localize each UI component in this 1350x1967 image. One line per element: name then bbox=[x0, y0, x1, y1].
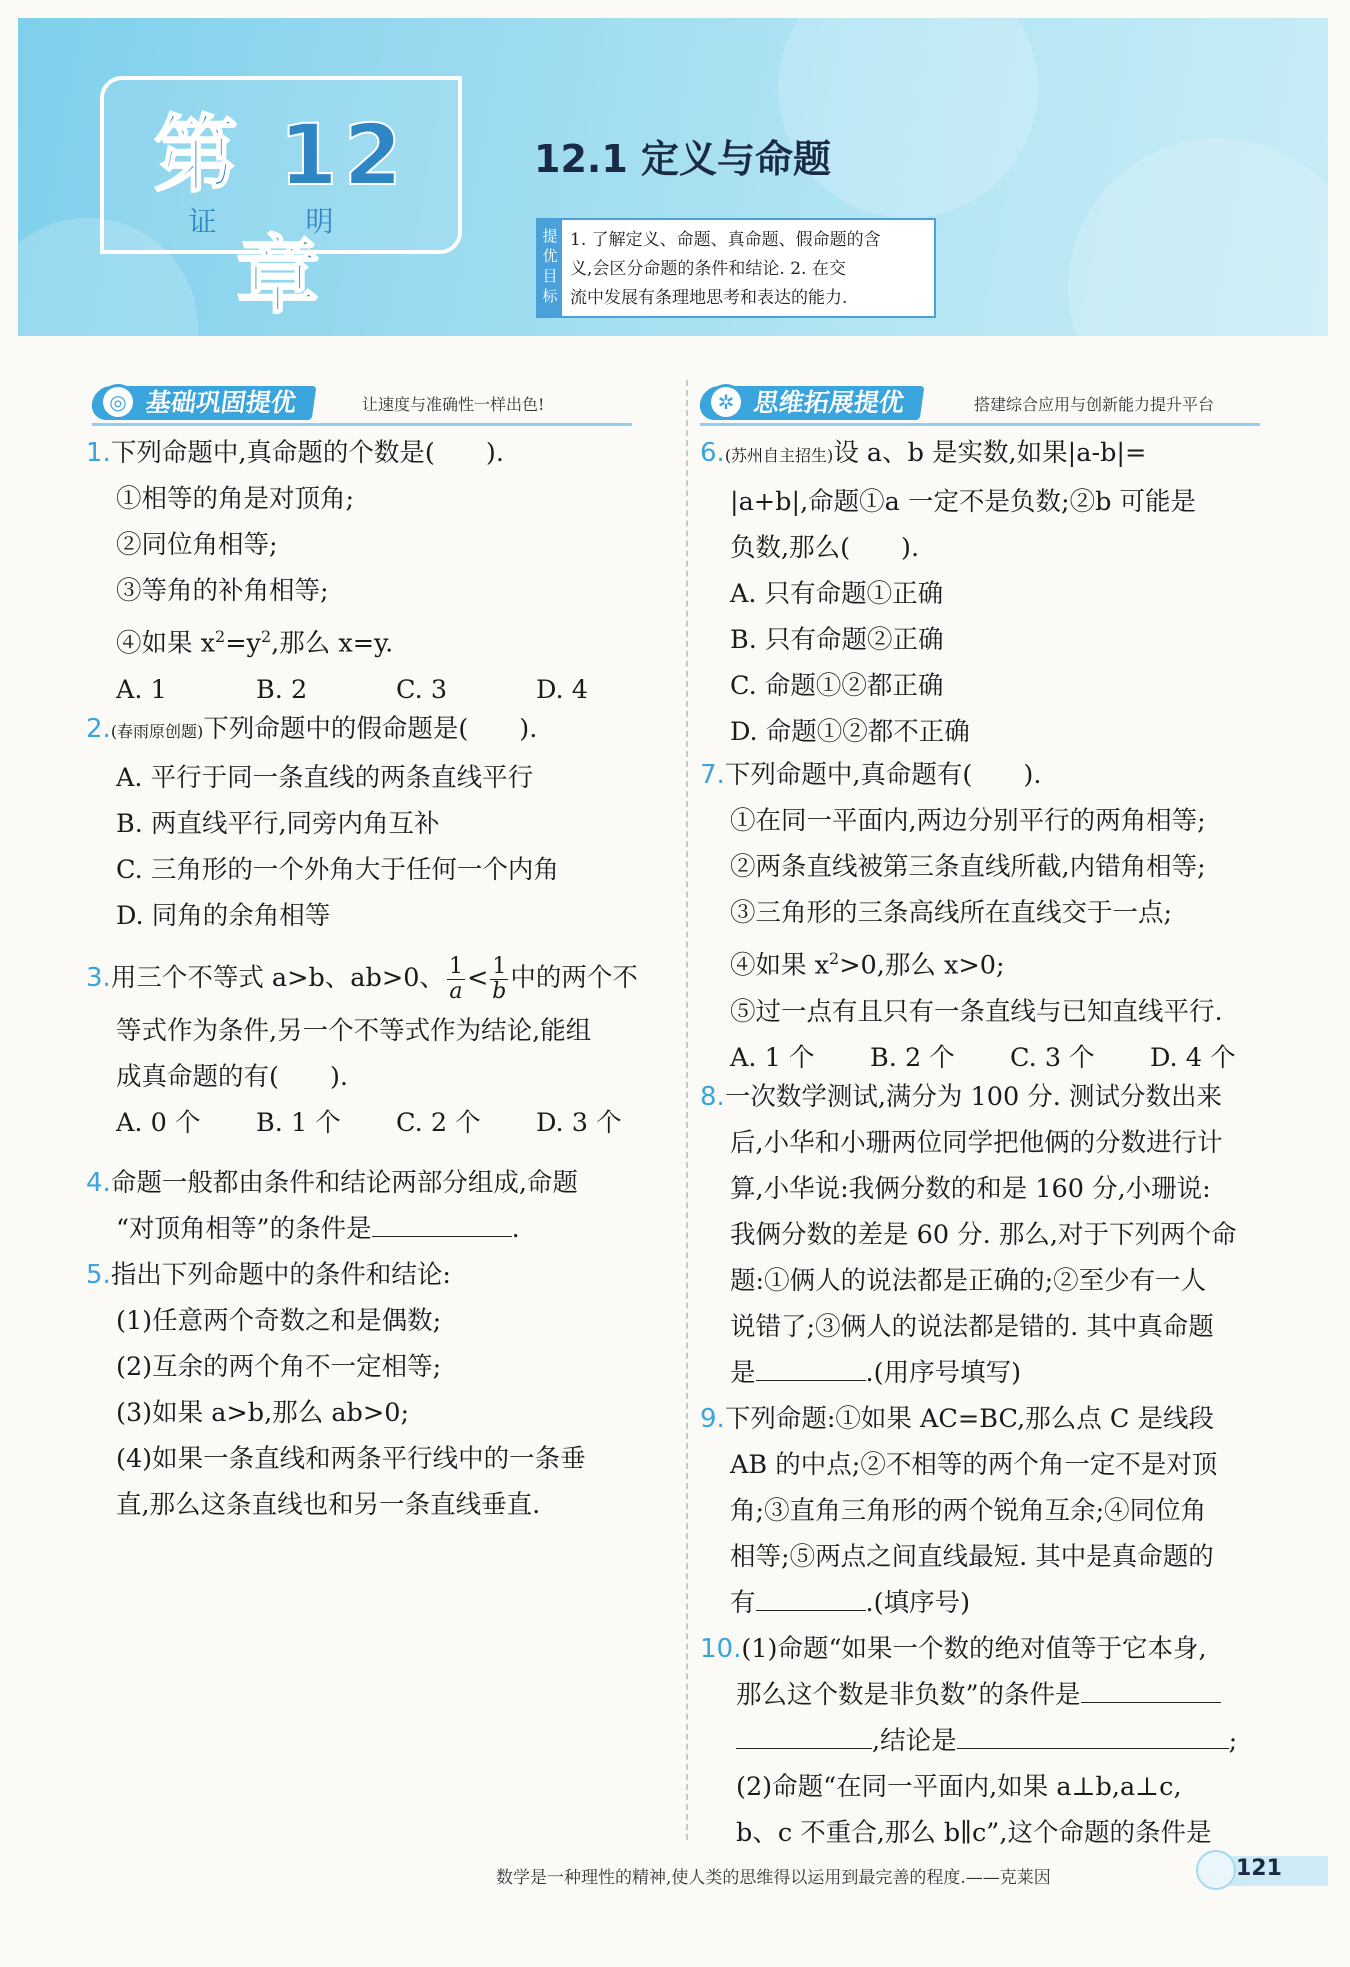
sub-question: 直,那么这条直线也和另一条直线垂直. bbox=[116, 1490, 541, 1520]
goal-line: 1. 了解定义、命题、真命题、假命题的含 bbox=[570, 230, 881, 250]
goal-text bbox=[570, 226, 928, 313]
question-text: “对顶角相等”的条件是 . bbox=[116, 1214, 520, 1244]
option: B. 2 个 bbox=[870, 1042, 955, 1073]
question-stem: 下列命题中,真命题的个数是( ). bbox=[110, 438, 504, 468]
option: C. 2 个 bbox=[396, 1108, 481, 1138]
section-rule bbox=[700, 423, 1260, 426]
question-6 bbox=[700, 430, 1290, 755]
question-stem: 一次数学测试,满分为 100 分. 测试分数出来 bbox=[724, 1082, 1223, 1112]
question-number: 1. bbox=[86, 438, 111, 468]
target-icon: ◎ bbox=[100, 384, 136, 420]
question-stem: (1)命题“如果一个数的绝对值等于它本身, bbox=[741, 1634, 1207, 1664]
page-number: 121 bbox=[1236, 1856, 1282, 1881]
statement: ②同位角相等; bbox=[116, 530, 278, 560]
fraction: $\frac{1}{b}$ bbox=[492, 953, 507, 1004]
statement: ④如果 $x^2=y^2$,那么 x=y. bbox=[116, 627, 394, 659]
answer-options bbox=[86, 1100, 676, 1146]
chapter-subtitle: 证 明 bbox=[188, 205, 374, 238]
option: A. 0 个 bbox=[116, 1108, 201, 1138]
option: B. 只有命题②正确 bbox=[730, 625, 944, 655]
question-text: 负数,那么( ). bbox=[730, 533, 920, 563]
question-text: (2)命题“在同一平面内,如果 a⊥b,a⊥c, bbox=[736, 1772, 1182, 1802]
chapter-title: 第 12 章 bbox=[153, 106, 409, 325]
option: D. 同角的余角相等 bbox=[116, 901, 331, 931]
question-5 bbox=[86, 1252, 676, 1528]
question-number: 2. bbox=[86, 714, 111, 744]
chapter-banner bbox=[18, 18, 1328, 336]
question-number: 5. bbox=[86, 1260, 111, 1290]
statement: ⑤过一点有且只有一条直线与已知直线平行. bbox=[730, 996, 1223, 1027]
statement: ①相等的角是对顶角; bbox=[116, 484, 355, 514]
atom-icon: ✲ bbox=[708, 384, 744, 420]
option: B. 1 个 bbox=[256, 1108, 341, 1138]
question-text: 成真命题的有( ). bbox=[116, 1062, 349, 1092]
answer-blank[interactable] bbox=[372, 1214, 512, 1237]
section-slogan: 搭建综合应用与创新能力提升平台 bbox=[974, 395, 1215, 414]
question-text: 后,小华和小珊两位同学把他俩的分数进行计 bbox=[730, 1128, 1223, 1158]
question-text: 等式作为条件,另一个不等式作为结论,能组 bbox=[116, 1016, 592, 1046]
answer-blank[interactable] bbox=[756, 1358, 866, 1381]
learning-goals bbox=[536, 218, 936, 318]
fraction: $\frac{1}{a}$ bbox=[448, 953, 463, 1004]
answer-blank[interactable] bbox=[736, 1726, 872, 1749]
section-header-advanced bbox=[700, 382, 1260, 422]
question-4 bbox=[86, 1160, 676, 1252]
question-3 bbox=[86, 948, 676, 1146]
option: B. 两直线平行,同旁内角互补 bbox=[116, 809, 440, 839]
question-stem: 设 a、b 是实数,如果|a-b|= bbox=[833, 438, 1147, 468]
statement: ③等角的补角相等; bbox=[116, 576, 329, 606]
answer-blank[interactable] bbox=[957, 1726, 1229, 1749]
section-rule bbox=[92, 423, 632, 426]
statement: ④如果 $x^2>0$,那么 x>0; bbox=[730, 949, 1005, 981]
question-stem: 指出下列命题中的条件和结论: bbox=[110, 1260, 451, 1290]
question-number: 8. bbox=[700, 1082, 725, 1112]
option: D. 4 bbox=[536, 674, 588, 705]
option: D. 4 个 bbox=[1150, 1042, 1236, 1073]
question-stem: 下列命题中,真命题有( ). bbox=[724, 760, 1042, 790]
question-9 bbox=[700, 1396, 1290, 1626]
option: A. 平行于同一条直线的两条直线平行 bbox=[116, 763, 534, 793]
option: D. 命题①②都不正确 bbox=[730, 717, 970, 747]
question-text: |a+b|,命题①a 一定不是负数;②b 可能是 bbox=[730, 487, 1197, 517]
section-slogan: 让速度与准确性一样出色! bbox=[362, 395, 545, 414]
question-text: ,结论是 ; bbox=[700, 1718, 1290, 1764]
goal-line: 义,会区分命题的条件和结论. 2. 在交 bbox=[570, 259, 846, 279]
chapter-box bbox=[100, 76, 462, 325]
statement: ①在同一平面内,两边分别平行的两角相等; bbox=[730, 806, 1206, 836]
decor-bubble bbox=[778, 18, 1038, 218]
question-number: 7. bbox=[700, 760, 725, 790]
section-label: 基础巩固提优 bbox=[90, 386, 317, 420]
footer-quote: 数学是一种理性的精神,使人类的思维得以运用到最完善的程度.——克莱因 bbox=[496, 1868, 1051, 1888]
question-text: 相等;⑤两点之间直线最短. 其中是真命题的 bbox=[730, 1542, 1214, 1572]
question-text: 是 .(用序号填写) bbox=[730, 1358, 1022, 1388]
option: C. 三角形的一个外角大于任何一个内角 bbox=[116, 855, 559, 885]
sub-question: (2)互余的两个角不一定相等; bbox=[116, 1352, 442, 1382]
option: C. 3 bbox=[396, 674, 448, 705]
statement: ②两条直线被第三条直线所截,内错角相等; bbox=[730, 852, 1206, 882]
question-text: 那么这个数是非负数”的条件是 bbox=[700, 1672, 1290, 1718]
question-7 bbox=[700, 752, 1290, 1081]
question-text: b、c 不重合,那么 b∥c”,这个命题的条件是 bbox=[736, 1818, 1212, 1848]
question-number: 10. bbox=[700, 1634, 742, 1664]
decor-bubble bbox=[1068, 138, 1328, 336]
question-text: 我俩分数的差是 60 分. 那么,对于下列两个命 bbox=[730, 1220, 1237, 1250]
sub-question: (3)如果 a>b,那么 ab>0; bbox=[116, 1398, 410, 1428]
question-source: (苏州自主招生) bbox=[724, 446, 834, 465]
question-10 bbox=[700, 1626, 1290, 1856]
page-number-circle bbox=[1196, 1850, 1236, 1890]
sub-question: (1)任意两个奇数之和是偶数; bbox=[116, 1306, 442, 1336]
question-text: 说错了;③俩人的说法都是错的. 其中真命题 bbox=[730, 1312, 1214, 1342]
section-label: 思维拓展提优 bbox=[698, 386, 925, 420]
section-header-basic bbox=[92, 382, 632, 422]
question-stem: 用三个不等式 a>b、ab>0、 bbox=[110, 963, 445, 993]
answer-blank[interactable] bbox=[756, 1588, 866, 1611]
less-than: < bbox=[466, 963, 489, 993]
question-number: 4. bbox=[86, 1168, 111, 1198]
option: A. 1 bbox=[116, 674, 167, 705]
question-2 bbox=[86, 706, 676, 939]
column-divider bbox=[686, 380, 688, 1840]
question-8 bbox=[700, 1074, 1290, 1396]
question-1 bbox=[86, 430, 676, 713]
option: A. 只有命题①正确 bbox=[730, 579, 944, 609]
question-stem: 命题一般都由条件和结论两部分组成,命题 bbox=[110, 1168, 578, 1198]
question-text: 题:①俩人的说法都是正确的;②至少有一人 bbox=[730, 1266, 1207, 1296]
question-stem: 下列命题中的假命题是( ). bbox=[203, 714, 538, 744]
question-text: 算,小华说:我俩分数的和是 160 分,小珊说: bbox=[730, 1174, 1211, 1204]
question-number: 3. bbox=[86, 963, 111, 993]
question-number: 6. bbox=[700, 438, 725, 468]
option: A. 1 个 bbox=[730, 1042, 815, 1073]
sub-question: (4)如果一条直线和两条平行线中的一条垂 bbox=[116, 1444, 586, 1474]
page-number-badge bbox=[1196, 1850, 1328, 1890]
option: C. 3 个 bbox=[1010, 1042, 1095, 1073]
goal-line: 流中发展有条理地思考和表达的能力. bbox=[570, 288, 848, 308]
question-text: 有 .(填序号) bbox=[730, 1588, 971, 1618]
goal-tag: 提优目标 bbox=[538, 220, 562, 316]
question-source: (春雨原创题) bbox=[110, 722, 204, 741]
question-text: 角;③直角三角形的两个锐角互余;④同位角 bbox=[730, 1496, 1207, 1526]
question-number: 9. bbox=[700, 1404, 725, 1434]
statement: ③三角形的三条高线所在直线交于一点; bbox=[730, 898, 1173, 928]
section-title: 12.1 定义与命题 bbox=[534, 137, 831, 181]
option: D. 3 个 bbox=[536, 1108, 622, 1138]
option: C. 命题①②都正确 bbox=[730, 671, 944, 701]
answer-blank[interactable] bbox=[1081, 1680, 1221, 1703]
question-stem: 中的两个不 bbox=[510, 963, 638, 993]
question-stem: 下列命题:①如果 AC=BC,那么点 C 是线段 bbox=[724, 1404, 1214, 1434]
question-text: AB 的中点;②不相等的两个角一定不是对顶 bbox=[730, 1450, 1218, 1480]
option: B. 2 bbox=[256, 674, 308, 705]
